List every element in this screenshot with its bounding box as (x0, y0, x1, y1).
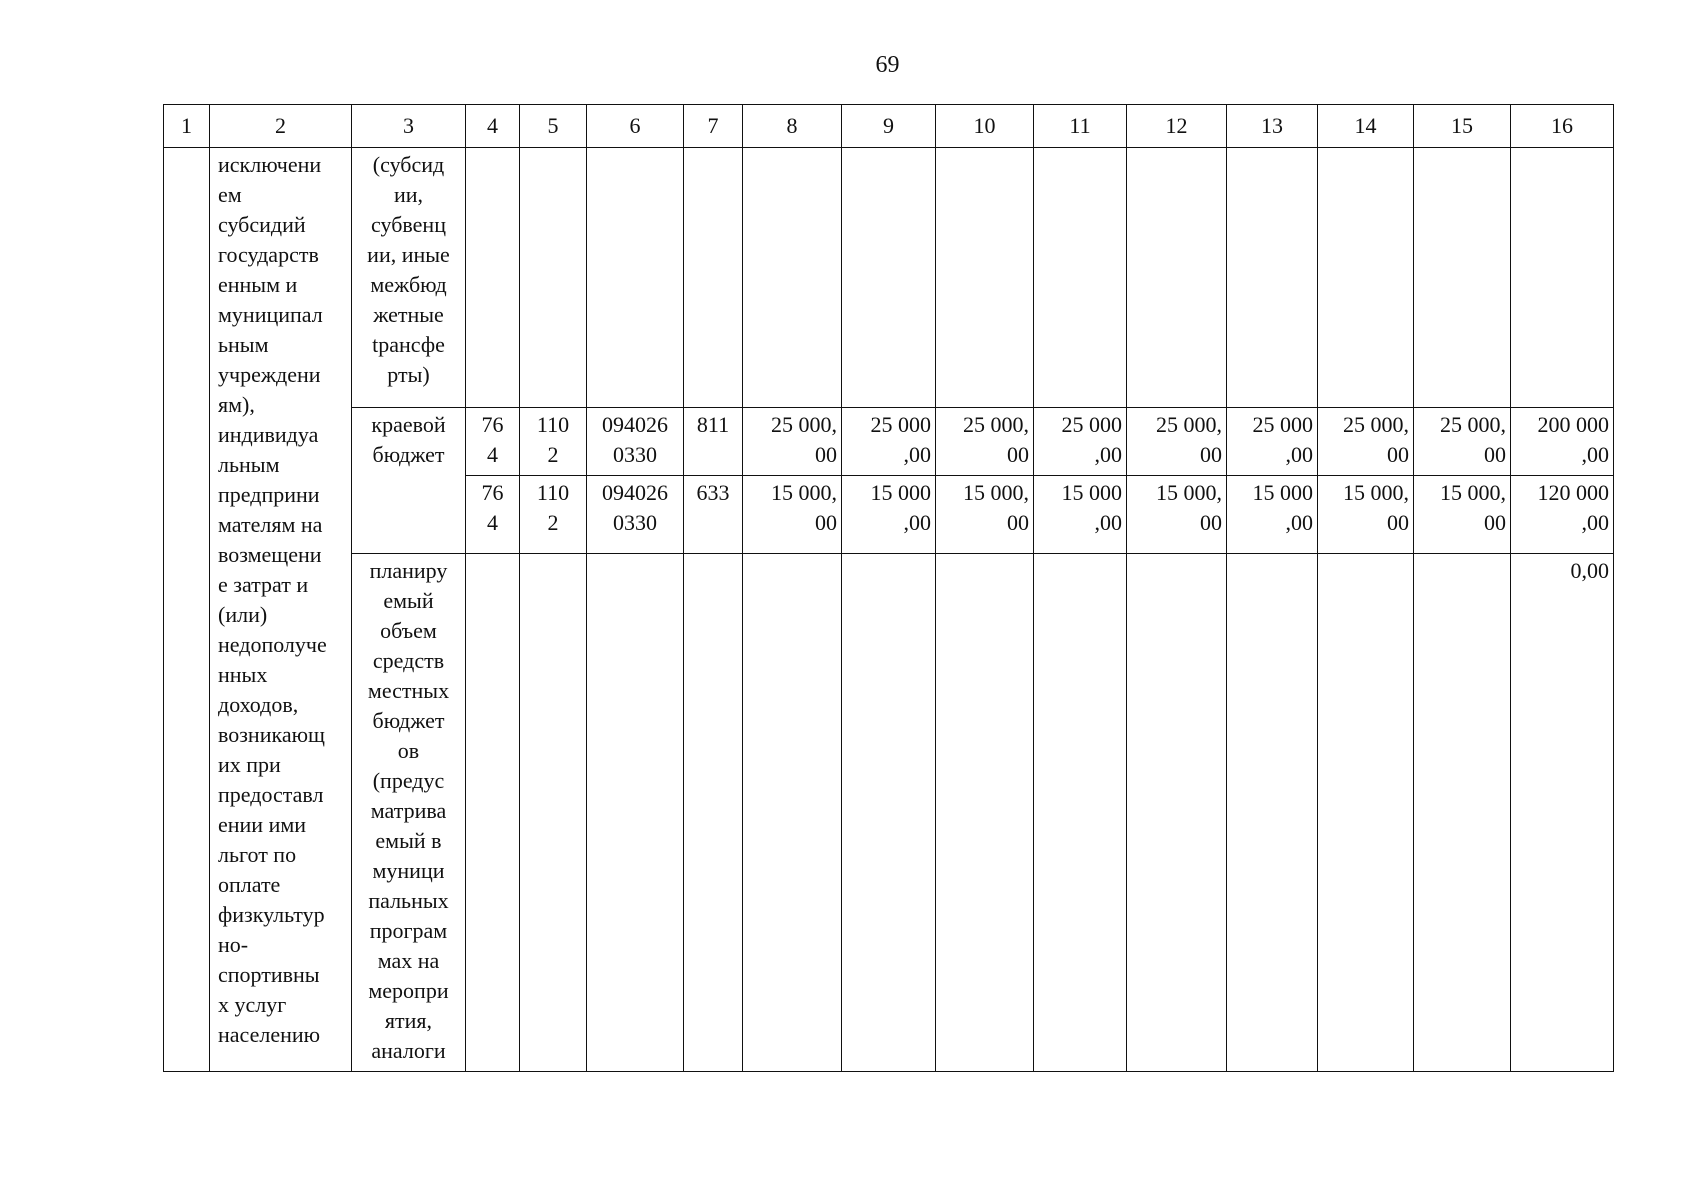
table-cell (1511, 148, 1614, 407)
funding-source-cell: (субсид ии, субвенц ии, иные межбюд жетные tрансфе рты) (352, 148, 466, 407)
header-cell: 13 (1227, 105, 1318, 148)
table-cell (587, 148, 684, 407)
measure-description: исключени ем субсидий государств енным и муниципал ьным учреждени ям), индивидуа льным предприни мателям на возмещени е затрат и (или) недополуче нных доходов, возникающ их при предоставл ении ими льгот по оплате физкультур но- спортивны х услуг населению (210, 148, 352, 1072)
header-cell: 12 (1127, 105, 1227, 148)
table-cell: 633 (684, 475, 743, 553)
table-cell (684, 148, 743, 407)
table-cell: 811 (684, 407, 743, 475)
table-cell (520, 148, 587, 407)
table-cell: 25 000, 00 (1414, 407, 1511, 475)
table-cell: 15 000 ,00 (1227, 475, 1318, 553)
table-cell: 110 2 (520, 475, 587, 553)
header-cell: 14 (1318, 105, 1414, 148)
table-row (164, 407, 1614, 475)
table-cell: 200 000 ,00 (1511, 407, 1614, 475)
header-row (164, 105, 1614, 148)
table-cell: 15 000, 00 (1127, 475, 1227, 553)
table-cell: 15 000 ,00 (842, 475, 936, 553)
table-cell: 76 4 (466, 475, 520, 553)
header-cell: 16 (1511, 105, 1614, 148)
header-cell: 1 (164, 105, 210, 148)
table-cell: 25 000 ,00 (842, 407, 936, 475)
table-cell (1227, 148, 1318, 407)
header-cell: 6 (587, 105, 684, 148)
table-cell (842, 554, 936, 1072)
table-cell (936, 554, 1034, 1072)
table-cell (1127, 148, 1227, 407)
budget-table (163, 104, 1614, 1072)
table-row (164, 148, 1614, 407)
table-cell: 15 000, 00 (743, 475, 842, 553)
table-cell (1227, 554, 1318, 1072)
funding-source-cell: краевой бюджет (352, 407, 466, 554)
table-cell: 25 000 ,00 (1227, 407, 1318, 475)
header-cell: 2 (210, 105, 352, 148)
table-cell (1318, 148, 1414, 407)
header-cell: 9 (842, 105, 936, 148)
table-cell (684, 554, 743, 1072)
table-cell: 15 000, 00 (1318, 475, 1414, 553)
table-cell: 094026 0330 (587, 407, 684, 475)
col1-cell (164, 148, 210, 1072)
table-row (164, 554, 1614, 1072)
header-cell: 11 (1034, 105, 1127, 148)
table-cell: 25 000, 00 (1127, 407, 1227, 475)
table-cell: 25 000, 00 (743, 407, 842, 475)
table-cell: 25 000, 00 (1318, 407, 1414, 475)
table-cell (466, 554, 520, 1072)
page-number: 69 (875, 52, 900, 78)
table-cell: 76 4 (466, 407, 520, 475)
table-cell (1318, 554, 1414, 1072)
table-cell (1034, 554, 1127, 1072)
table-cell: 15 000 ,00 (1034, 475, 1127, 553)
table-cell (743, 554, 842, 1072)
table-cell: 25 000, 00 (936, 407, 1034, 475)
header-cell: 7 (684, 105, 743, 148)
funding-source-cell: планиру емый объем средств местных бюджет ов (предус матрива емый в муници пальных програм мах на меропри ятия, аналоги (352, 554, 466, 1072)
header-cell: 5 (520, 105, 587, 148)
table-cell: 25 000 ,00 (1034, 407, 1127, 475)
table-cell: 0,00 (1511, 554, 1614, 1072)
table-cell (1127, 554, 1227, 1072)
table-cell: 110 2 (520, 407, 587, 475)
table-cell: 094026 0330 (587, 475, 684, 553)
table-cell (1034, 148, 1127, 407)
header-cell: 8 (743, 105, 842, 148)
table-cell (520, 554, 587, 1072)
table-cell: 15 000, 00 (936, 475, 1034, 553)
table-cell: 120 000 ,00 (1511, 475, 1614, 553)
header-cell: 10 (936, 105, 1034, 148)
table-cell (743, 148, 842, 407)
table-cell (842, 148, 936, 407)
header-cell: 4 (466, 105, 520, 148)
header-cell: 3 (352, 105, 466, 148)
table-cell: 15 000, 00 (1414, 475, 1511, 553)
table-cell (466, 148, 520, 407)
table-cell (936, 148, 1034, 407)
table-cell (1414, 148, 1511, 407)
header-cell: 15 (1414, 105, 1511, 148)
table-cell (587, 554, 684, 1072)
table-cell (1414, 554, 1511, 1072)
